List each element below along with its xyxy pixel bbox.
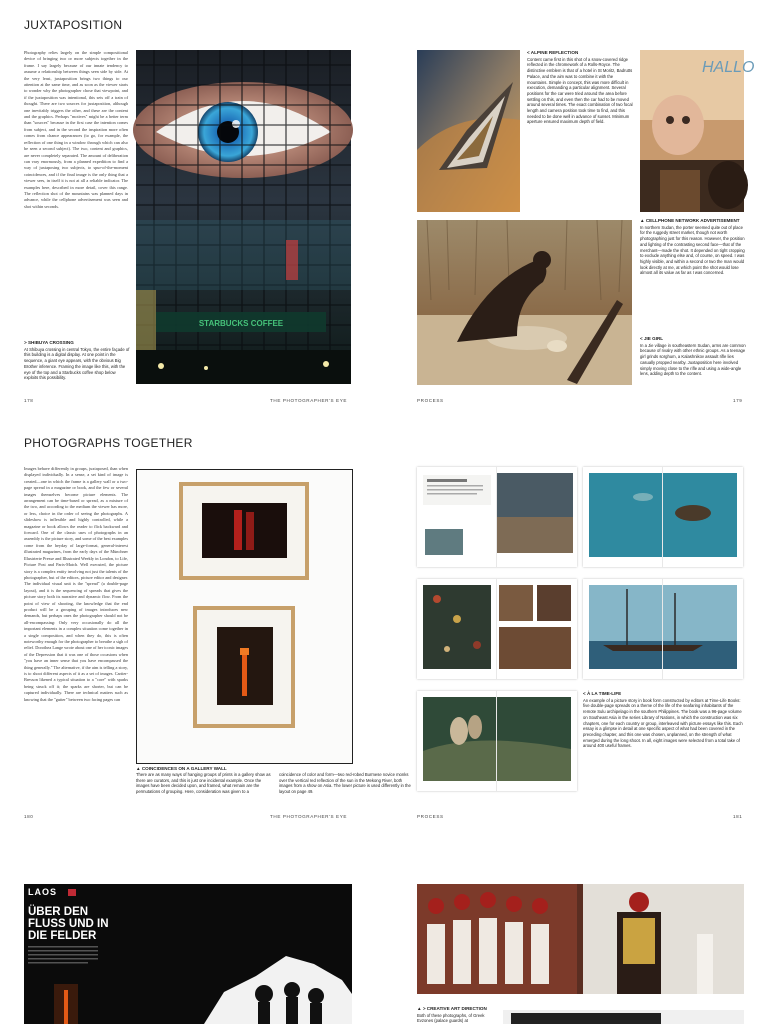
hallo-ad-text: HALLO [702,59,755,76]
laos-headline-line-3: DIE FELDER [28,930,97,942]
folio-left-title-2: THE PHOTOGRAPHER'S EYE [270,814,348,819]
laos-headline-line-2: FLUSS UND IN [28,918,109,930]
timelife-spread-4 [583,579,743,679]
folio-right-title-2: PROCESS [417,814,444,819]
folio-right-number: 179 [733,398,743,403]
gallery-caption-text: There are as many ways of hanging groups of prints in a gallery show as there are curators, and this is just one incidental example. Once the images have been decided upon, and framed, what remain are the permutations of grouping. Here, consideration was given to a coincidence of color and form—two red-robed Burmese novice monks over the vertical red reflection of the sun in the Mekong River, both images from a show on Asia. The lower picture is used differently in the layout on page 49. [136,772,411,795]
creative-art-direction-caption [417,1006,497,1024]
next-spread-preview [503,1010,744,1024]
timelife-caption [583,691,743,763]
folio-right-title: PROCESS [417,398,444,403]
alpine-caption-title: < ALPINE REFLECTION [527,50,579,55]
laos-headline-line-1: ÜBER DEN [28,906,89,918]
jie-girl-photo [417,220,632,385]
evzones-photo [417,884,744,994]
jie-girl-caption-text: In a Jie village in southeastern Sudan, arms are common because of rivalry with other ethnic groups. As a teenage girl grinds sorghum, a Kalashnikov assault rifle lies casually propped nearby. Juxtaposition here involved simply moving close to the rifle and using a wide-angle lens, adding depth to the content. [640,342,746,377]
shibuya-caption [24,340,130,388]
folio-right-number-2: 181 [733,814,743,819]
timelife-spread-5 [417,691,577,791]
cellphone-advertisement-photo [640,50,755,212]
laos-label: LAOS [28,887,58,897]
alpine-caption [527,50,633,142]
photographs-together-body-text: Images behave differently in groups, juxtaposed, than when displayed individually. In a sense, a set kind of image is created—one in which the frame is a gallery wall or a two-page spread in a magazine or book, and the few or several images themselves become picture elements. The arrangement can be time-based or spread, as a mixture of the two, and according to the medium the viewer has more, or less, choice in the order of seeing the photographs. A slideshow is inflexible and highly controlled, while a magazine or book allows the reader to flick backward and forward. One of the classic uses of photographs in an assembly is the picture story, and some of the best examples come from the heyday of large-format, general-interest illustrated magazines, from the early days of the Münchner Illustrierte Presse and Illustrated Weekly in London, to Life, Picture Post and Paris-Match. Well executed, the picture story is a complex entity involving not just the talents of the photographer, but of the editors, picture editor and designer. The individual visual unit is the "spread" (a double-page layout), and it is the sequencing of spreads that gives the picture story both its narrative and dynamic flow. From the point of view of shooting, the knowledge that the end product will be a grouping of images introduces new demands, but perhaps ones the photographer should not be all-encompassing: Only very occasionally do all the important elements in a complex situation come together in a single composition, and when they do, this is often noteworthy enough for the photographer to breathe a sigh of relief. Dorothea Lange wrote about one of her iconic images of the Depression that it was one of those occasions when "you have an inner sense that you have encompassed the thing generally." The alternative, if the aim is telling a story, is to shoot different aspects of it as a set of images. Cartier-Bresson likened a typical situation to a "core" with sparks being struck off it; the sparks are shorter, but can be captured individually. There are technical matters such as knowing that the "gutter" between two facing pages can [24,466,128,702]
shibuya-photo-graphic [136,50,351,384]
timelife-spread-2 [583,467,743,567]
creative-caption-text: Both of these photographs, of Greek Evzones (palace guards) at [417,1012,485,1024]
cellphone-caption-title: ▲ CELLPHONE NETWORK ADVERTISEMENT [640,218,740,223]
photographs-together-heading: PHOTOGRAPHS TOGETHER [24,436,193,450]
gallery-wall-photo [136,469,353,764]
timelife-caption-title: < À LA TIME-LIFE [583,691,622,696]
jie-girl-caption-title: < JIE GIRL [640,336,664,341]
starbucks-sign-text: STARBUCKS COFFEE [198,319,284,328]
creative-caption-title: ▲ > CREATIVE ART DIRECTION [417,1006,487,1011]
alpine-caption-text: Content came first in this shot of a snow-covered ridge reflected in the chromework of a Rolls-Royce. The distinctive emblem is that of a hotel in St Moritz, Badrutts Palace, and the aim was to combine it with the mountains. Simple in concept, this was more difficult in execution, demanding a particular alignment. Several positions for the car were tried around the area before settling on this, and even then the car had to be moved around several times. The exact combination of two focal length and camera position took time to find, and this needed to be done well in advance of sunset. Minimum aperture ensured maximum depth of field. [527,56,633,125]
laos-spread-graphic [24,884,352,1024]
shibuya-caption-text: At Shibuya crossing in central Tokyo, the entire façade of this building is a digital display. At one point in the sequence, a giant eye appears, with the obvious Big Brother inference. Framing the image like this, with the eye of the top and a Starbucks coffee shop below exploits this possibility. [24,346,130,381]
folio-left-number-2: 180 [24,814,34,819]
cellphone-caption-text: In northern Sudan, the porter seemed quite out of place for the ruggedy street market, though not worth photographing just for this reason. However, the position and lighting of the contrasting second face—that of the merchant—made the shot. It depended on tight cropping to exclude anything else and, of course, on speed. I was highly visible, and within a second or two the man would look directly at me, at which point the shot would lose almost all its value as far as I was concerned. [640,224,745,276]
shibuya-caption-title: > SHIBUYA CROSSING [24,340,74,345]
alpine-reflection-photo [417,50,520,212]
juxtaposition-body-text: Photography relies largely on the simple compositional device of bringing two or more subjects together in the frame. I say largely because of our innate tendency to assume a relationship between things seen side by side. At the very least, juxtaposition brings two things to our attention at the same time, and as soon as the viewer starts to wonder why the photographer chose that viewpoint, and if the juxtaposition was intentional, this sets off a train of thought. There are two sources for juxtaposition, although one inevitably triggers the other, and these are the content and the graphics. Perhaps "motives" might be a better term than "sources" because in the first case the intention comes from subject, and in the second the inspiration more often comes from chance appearances (to go, for example, the reflection of one thing in a window through which can also be seen a second subject). The two, content and graphics, are never completely separated. The amount of deliberation can vary enormously, from a planned expedition to find a way of juxtaposing two subjects, to spur-of-the-moment coincidences, and if the final image is the only thing that a viewer sees, in itself it is not at all a reliable indicator. The examples here, described in more detail, cover this range. The reflection shot of the mountains was planned days in advance, while the cellphone advertisement was seen and shot within seconds. [24,50,128,209]
jie-girl-caption [640,336,746,386]
gallery-caption [136,772,414,808]
laos-magazine-spread [24,884,352,1024]
gallery-caption-title: ▲ COINCIDENCES ON A GALLERY WALL [136,766,227,771]
timelife-caption-text: An example of a picture story in book form constructed by editors at Time-Life Books: five double-page spreads on a theme of the life of the seafaring inhabitants of the remote Sulu archipelago in the southern Philippines. The book was a 96-page volume on Southeast Asia in the series Library of Nations, in which the construction was six chapters, one for each country or group, interleaved with picture essays like this. Each essay is a glimpse in detail at one specific aspect of what had been covered in the preceding chapter, and this one was chosen, unplanned, on the strength of what emerged during the long shoot. In all, eight images were selected from a total take of around 400 useful frames. [583,697,743,749]
folio-left-title: THE PHOTOGRAPHER'S EYE [270,398,348,403]
timelife-spread-1 [417,467,577,567]
timelife-spread-3 [417,579,577,679]
juxtaposition-heading: JUXTAPOSITION [24,18,123,32]
folio-left-number: 178 [24,398,34,403]
next-spread-image [511,1013,661,1024]
cellphone-caption [640,218,746,286]
shibuya-crossing-photo [136,50,351,384]
